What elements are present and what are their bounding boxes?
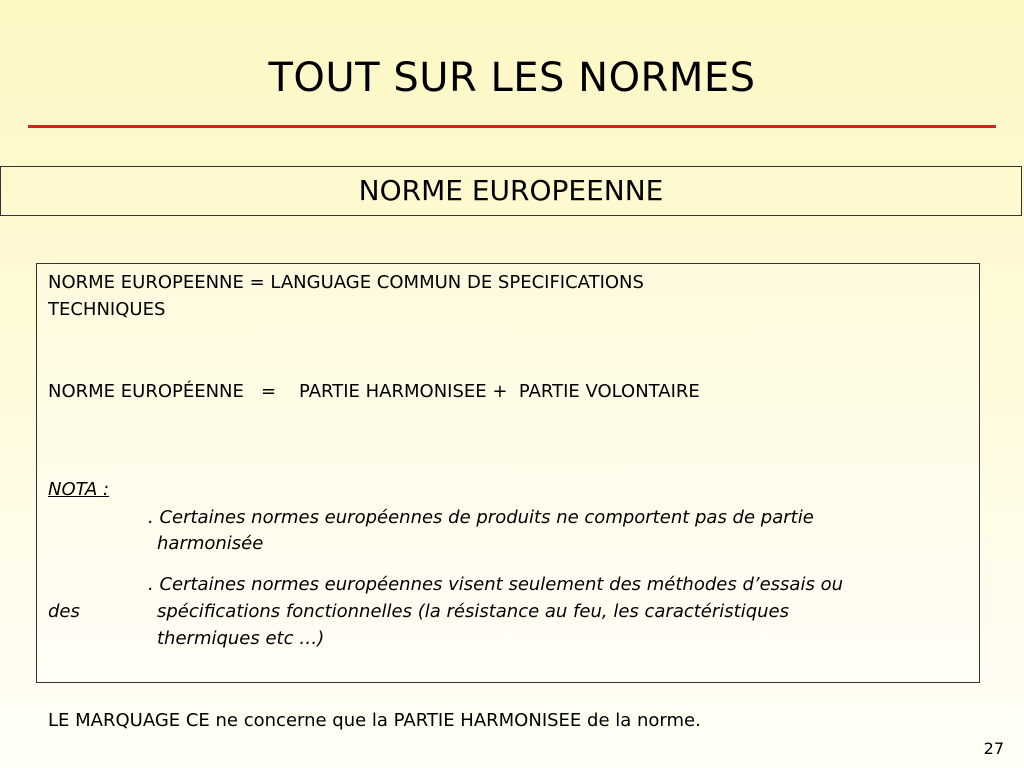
title-underline (28, 125, 996, 128)
nota-2-lead-word: des (48, 601, 80, 622)
slide-title: TOUT SUR LES NORMES (268, 55, 756, 101)
equation-line: NORME EUROPÉENNE = PARTIE HARMONISEE + PARTIE VOLONTAIRE (48, 381, 700, 402)
nota-1-line-2: harmonisée (157, 533, 264, 554)
definition-line-1: NORME EUROPEENNE = LANGUAGE COMMUN DE SPECIFICATIONS (48, 272, 644, 293)
nota-1-line-1: . Certaines normes européennes de produits ne comportent pas de partie (148, 507, 814, 528)
nota-2-line-1: . Certaines normes européennes visent seulement des méthodes d’essais ou (148, 574, 843, 595)
footer-note: LE MARQUAGE CE ne concerne que la PARTIE HARMONISEE de la norme. (48, 710, 701, 731)
page-number: 27 (983, 739, 1004, 758)
content-box (36, 263, 980, 683)
nota-2-line-2: spécifications fonctionnelles (la résistance au feu, les caractéristiques (157, 601, 790, 622)
nota-label: NOTA : (48, 479, 110, 500)
nota-2-line-3: thermiques etc …) (157, 628, 325, 649)
section-title: NORME EUROPEENNE (0, 166, 1022, 216)
definition-line-2: TECHNIQUES (48, 299, 166, 320)
